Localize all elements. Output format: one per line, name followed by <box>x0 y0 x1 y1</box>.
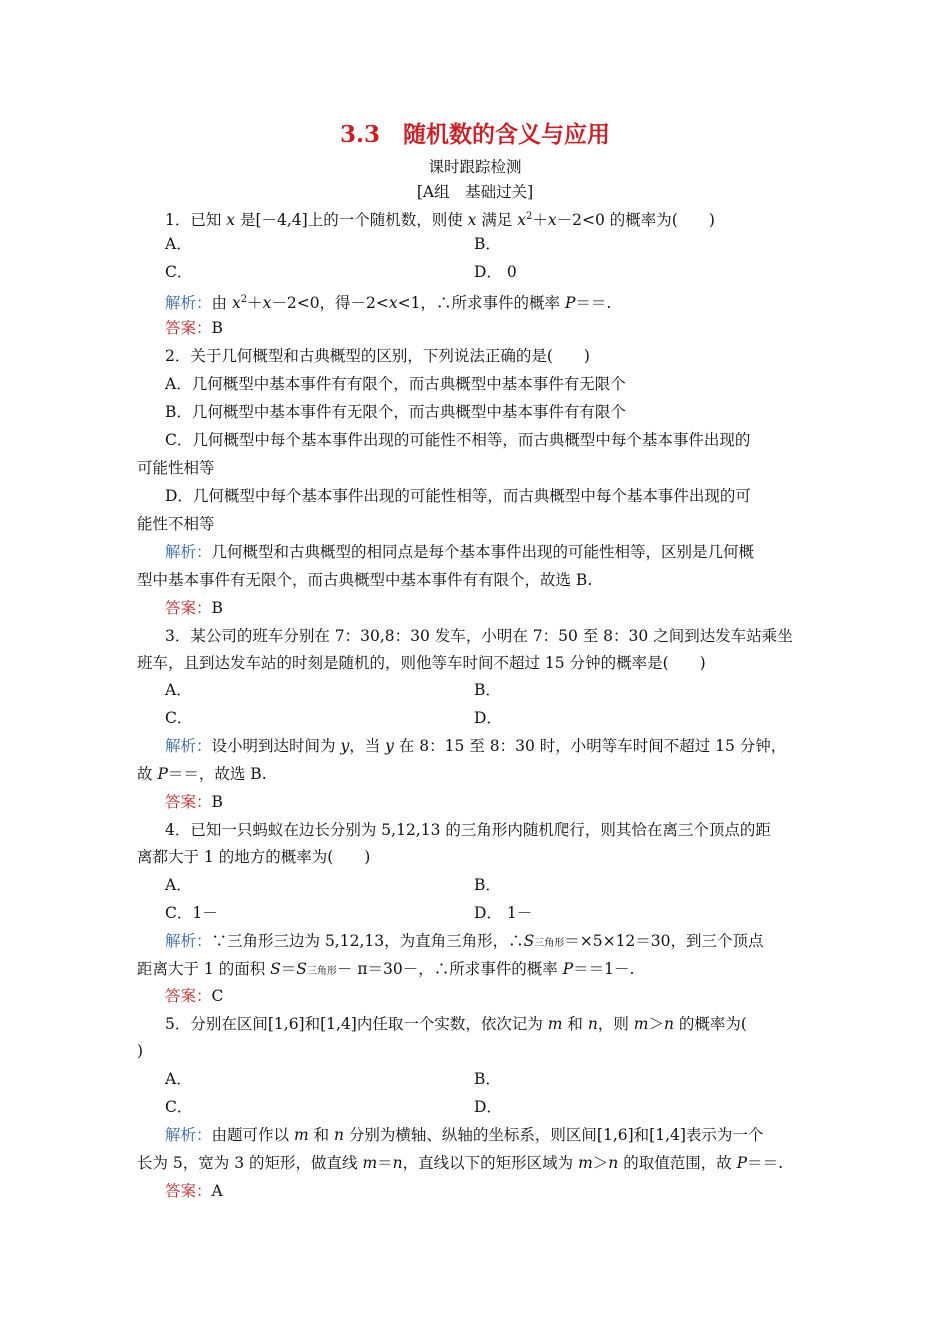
q1-analysis: 解析：由 $x^2+x-2<0$，得－2<x<1，∴所求事件的概率 P＝＝. <box>165 294 612 312</box>
q4-answer: 答案：C <box>165 987 224 1005</box>
q5-option-a: A． <box>165 1070 192 1088</box>
q4-option-d: D． 1－ <box>474 904 533 922</box>
analysis-label: 解析： <box>165 294 212 312</box>
q3-option-a: A． <box>165 681 192 699</box>
answer-label: 答案： <box>165 319 212 337</box>
q5-option-b: B． <box>474 1070 501 1088</box>
q2-option-c: C．几何概型中每个基本事件出现的可能性不相等，而古典概型中每个基本事件出现的 <box>165 431 751 449</box>
q4-stem: 4．已知一只蚂蚁在边长分别为 5,12,13 的三角形内随机爬行，则其恰在离三个顶点的距 <box>165 821 771 839</box>
q5-answer: 答案：A <box>165 1182 223 1200</box>
q1-option-a: A． <box>165 235 192 253</box>
q4-analysis: 解析：∵三角形三边为 5,12,13，为直角三角形，∴S三角形＝×5×12＝30，到三个顶点 <box>165 932 764 950</box>
q4-stem-cont: 离都大于 1 的地方的概率为( ) <box>137 848 371 866</box>
q2-stem: 2．关于几何概型和古典概型的区别，下列说法正确的是( ) <box>165 347 590 365</box>
q5-option-c: C． <box>165 1098 193 1116</box>
q4-option-b: B． <box>474 876 501 894</box>
q3-option-b: B． <box>474 681 501 699</box>
q2-option-c-cont: 可能性相等 <box>137 459 215 477</box>
q3-stem: 3．某公司的班车分别在 7：30,8：30 发车，小明在 7：50 至 8：30 之间到达发车站乘坐 <box>165 627 793 645</box>
q3-option-c: C． <box>165 709 193 727</box>
q5-option-d: D． <box>474 1098 502 1116</box>
q3-stem-cont: 班车，且到达发车站的时刻是随机的，则他等车时间不超过 15 分钟的概率是( ) <box>137 654 706 672</box>
q2-option-d: D．几何概型中每个基本事件出现的可能性相等，而古典概型中每个基本事件出现的可 <box>165 487 751 505</box>
q1-option-b: B． <box>474 235 501 253</box>
group-heading: [A组 基础过关] <box>416 183 534 201</box>
q5-analysis-cont: 长为 5，宽为 3 的矩形，做直线 m＝n，直线以下的矩形区域为 m＞n 的取值范围，故 P＝＝. <box>137 1154 784 1172</box>
page-title: 3.3 随机数的含义与应用 <box>339 121 610 148</box>
q4-analysis-cont: 距离大于 1 的面积 S＝S三角形－ π＝30－，∴所求事件的概率 P＝＝1－. <box>137 960 635 978</box>
q1-answer: 答案：B <box>165 319 223 337</box>
q2-analysis-cont: 型中基本事件有无限个，而古典概型中基本事件有有限个，故选 B. <box>137 571 593 589</box>
q3-option-d: D． <box>474 709 502 727</box>
q3-analysis-cont: 故 P＝＝，故选 B. <box>137 765 267 783</box>
q1-stem: 1．已知 x 是[－4,4]上的一个随机数，则使 x 满足 $x^2+x-2<0$ 的概率为( ) <box>165 211 715 229</box>
q1-option-c: C． <box>165 263 193 281</box>
q2-option-b: B．几何概型中基本事件有无限个，而古典概型中基本事件有有限个 <box>165 403 626 421</box>
q5-stem: 5．分别在区间[1,6]和[1,4]内任取一个实数，依次记为 m 和 n，则 m＞n 的概率为( <box>165 1015 747 1033</box>
q2-option-a: A．几何概型中基本事件有有限个，而古典概型中基本事件有无限个 <box>165 375 626 393</box>
q3-answer: 答案：B <box>165 793 223 811</box>
q2-option-d-cont: 能性不相等 <box>137 515 215 533</box>
q4-option-a: A． <box>165 876 192 894</box>
q1-option-d: D． 0 <box>474 263 517 281</box>
page-subtitle: 课时跟踪检测 <box>428 158 522 176</box>
q5-analysis: 解析：由题可作以 m 和 n 分别为横轴、纵轴的坐标系，则区间[1,6]和[1,4]表示为一个 <box>165 1126 764 1144</box>
q3-analysis: 解析：设小明到达时间为 y，当 y 在 8：15 至 8：30 时，小明等车时间不超过 15 分钟， <box>165 737 787 755</box>
q2-analysis: 解析：几何概型和古典概型的相同点是每个基本事件出现的可能性相等，区别是几何概 <box>165 543 755 561</box>
q5-stem-cont: ) <box>137 1042 144 1060</box>
q4-option-c: C．1－ <box>165 904 218 922</box>
q2-answer: 答案：B <box>165 599 223 617</box>
